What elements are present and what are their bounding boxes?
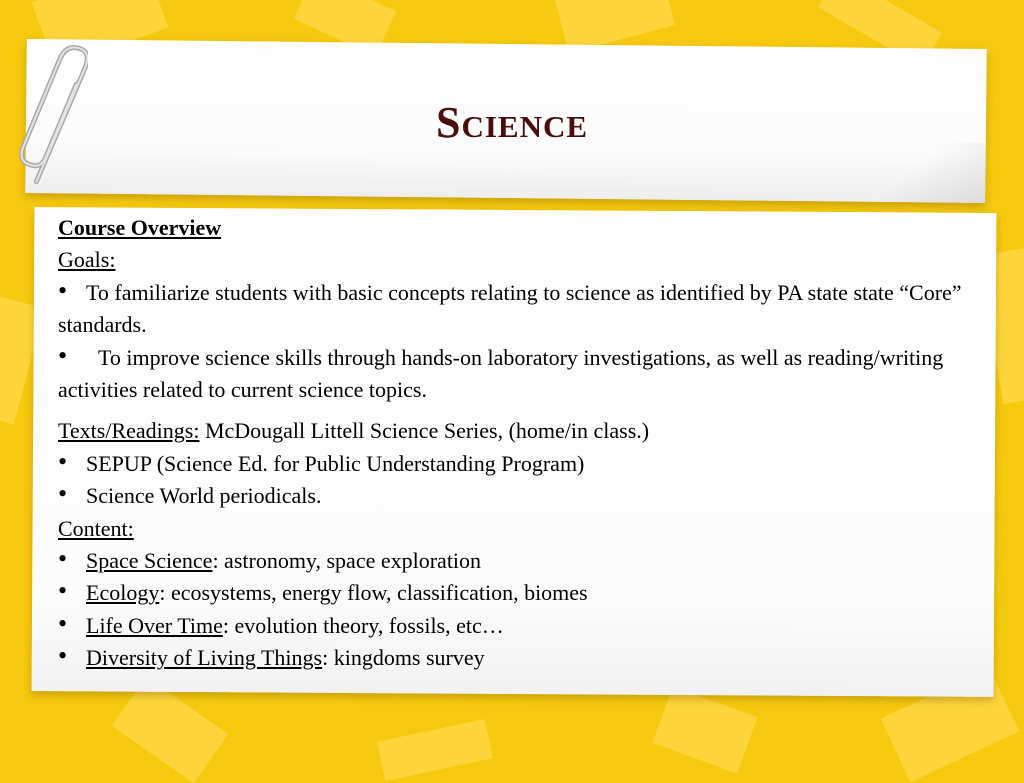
goal-item	[58, 277, 1018, 342]
goal-item	[58, 342, 1018, 407]
page-curl	[865, 142, 986, 203]
background-shape	[377, 719, 493, 781]
content-item	[58, 577, 1018, 609]
goal-text: To familiarize students with basic concepts relating to science as identified by PA state state “Core” standards.	[58, 279, 962, 338]
spacer	[58, 406, 1018, 415]
content-desc: : ecosystems, energy flow, classification, biomes	[159, 580, 588, 606]
content-topic: Ecology	[86, 580, 160, 606]
text-item	[58, 480, 1018, 512]
text-item-label: Science World periodicals.	[86, 483, 322, 509]
texts-readings-label: Texts/Readings:	[58, 418, 200, 444]
bullet-dot-icon: •	[58, 275, 68, 305]
slide-body	[58, 212, 1018, 675]
content-item	[58, 610, 1018, 642]
content-topic: Life Over Time	[86, 612, 223, 638]
bullet-dot-icon: •	[58, 446, 68, 476]
bullet-dot-icon: •	[58, 479, 68, 509]
bullet-dot-icon: •	[58, 340, 68, 370]
texts-readings-primary: McDougall Littell Science Series, (home/in class.)	[199, 418, 650, 444]
bullet-dot-icon: •	[58, 544, 68, 574]
content-desc: : evolution theory, fossils, etc…	[222, 612, 504, 638]
content-topic: Space Science	[86, 548, 213, 574]
content-desc: : astronomy, space exploration	[212, 548, 482, 574]
background-shape	[652, 686, 757, 773]
goal-text: To improve science skills through hands-on laboratory investigations, as well as reading/writing activities related to current science topics.	[58, 344, 944, 403]
content-item	[58, 545, 1018, 577]
course-overview-heading: Course Overview	[58, 215, 222, 240]
text-item	[58, 448, 1018, 480]
content-desc: : kingdoms survey	[322, 645, 485, 671]
content-item	[58, 642, 1018, 674]
bullet-dot-icon: •	[58, 641, 68, 671]
slide-title: Science	[435, 98, 589, 147]
text-item-label: SEPUP (Science Ed. for Public Understanding Program)	[86, 450, 585, 476]
content-label: Content:	[58, 515, 134, 541]
content-topic: Diversity of Living Things	[86, 645, 323, 671]
bullet-dot-icon: •	[58, 576, 68, 606]
background-shape	[112, 677, 228, 783]
paperclip-icon	[18, 40, 88, 190]
bullet-dot-icon: •	[58, 608, 68, 638]
texts-readings-line	[58, 415, 1018, 447]
goals-label: Goals:	[58, 247, 116, 273]
